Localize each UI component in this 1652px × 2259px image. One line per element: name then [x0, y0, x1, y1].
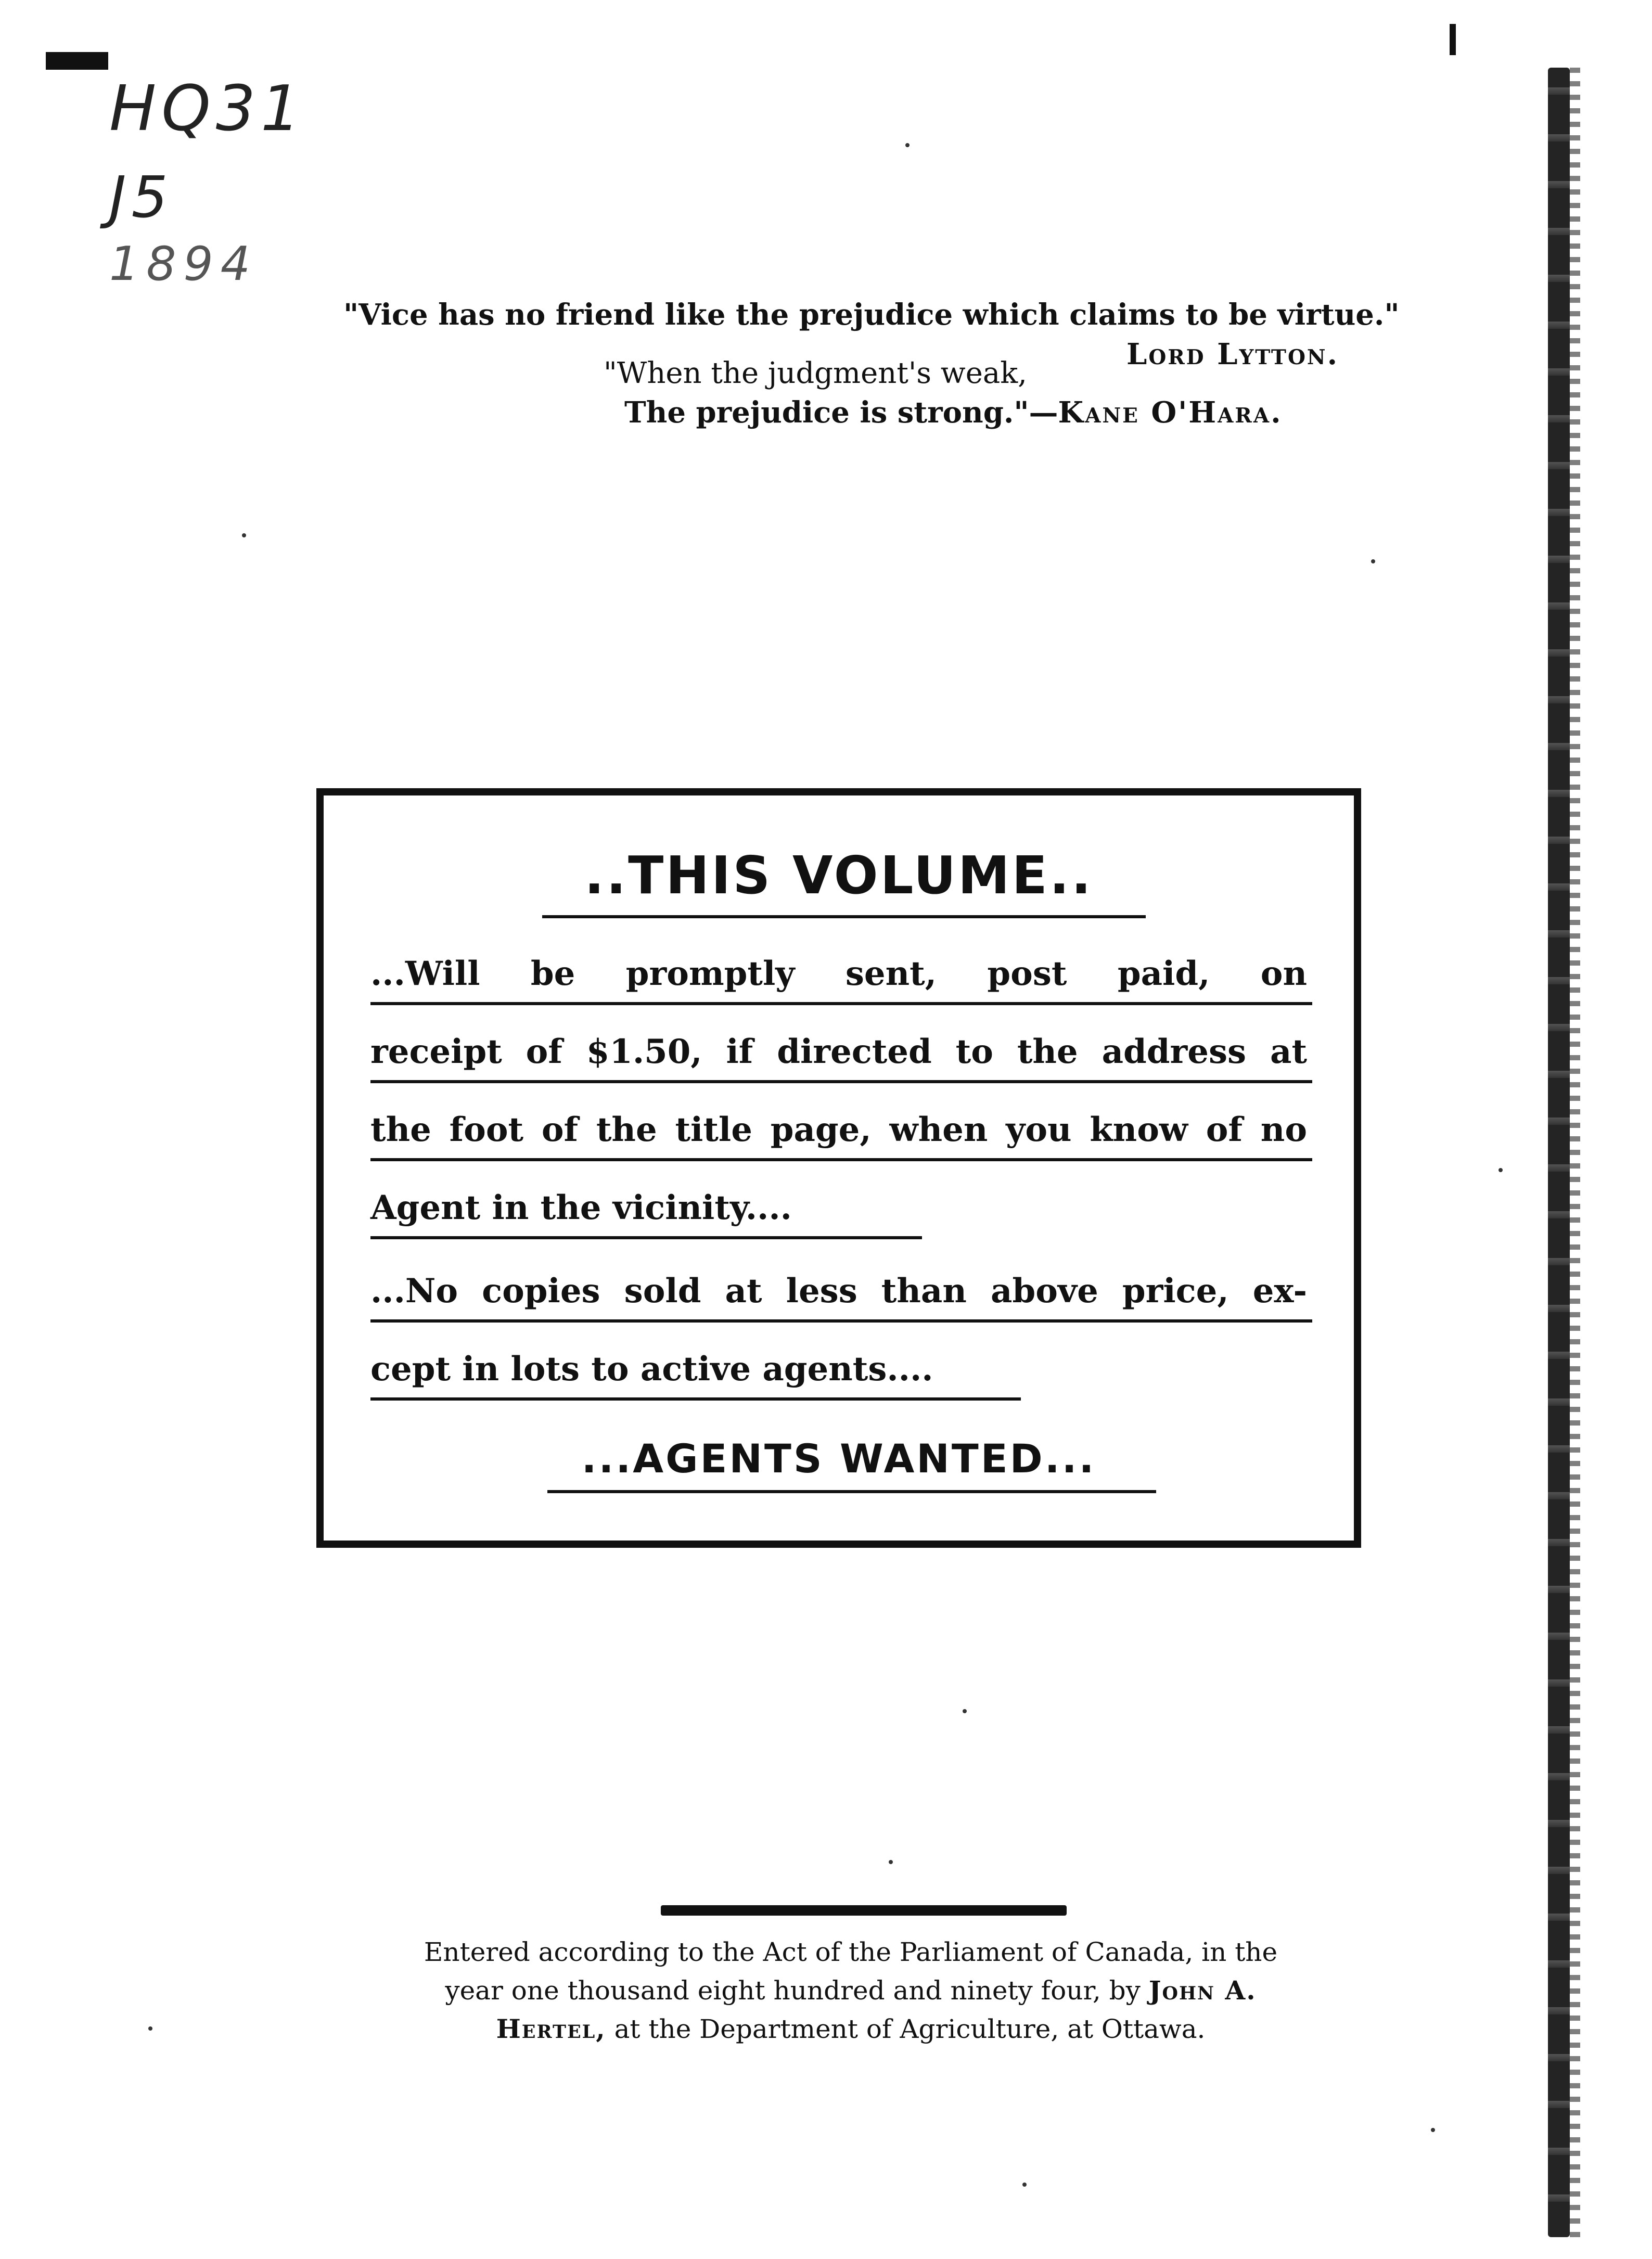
call-number-line-3: 1894 — [109, 237, 258, 291]
scan-speck — [1499, 1168, 1503, 1172]
notice-underline-5 — [370, 1319, 1312, 1323]
epigraph-quote-2-line-1: "When the judgment's weak, — [604, 356, 1027, 390]
scan-binding-edge-fringe — [1570, 68, 1580, 2237]
epigraph-quote-2-line-2 — [624, 395, 1283, 430]
scan-corner-mark — [46, 52, 108, 70]
scan-speck — [1371, 559, 1375, 563]
notice-underline-6 — [370, 1397, 1021, 1401]
notice-underline-4 — [370, 1236, 922, 1239]
scan-speck — [1431, 2128, 1435, 2132]
notice-line-4: Agent in the vicinity.... — [370, 1188, 792, 1227]
copyright-author-first: John A. — [1148, 1975, 1257, 2006]
scan-speck — [148, 2026, 152, 2031]
copyright-notice — [333, 1933, 1368, 2048]
notice-box — [316, 788, 1361, 1548]
scan-speck — [905, 143, 910, 147]
copyright-divider — [661, 1905, 1067, 1916]
notice-title: ..THIS VOLUME.. — [584, 845, 1093, 906]
call-number-line-2: J5 — [109, 164, 173, 230]
copyright-line-3-text: at the Department of Agriculture, at Ottawa. — [606, 2014, 1206, 2044]
scan-speck — [242, 533, 246, 537]
scan-speck — [963, 1709, 967, 1713]
notice-underline-1 — [370, 1002, 1312, 1005]
epigraph-quote-1: "Vice has no friend like the prejudice which claims to be virtue." — [343, 298, 1400, 332]
copyright-line-1: Entered according to the Act of the Parliament of Canada, in the — [424, 1937, 1278, 1967]
epigraph-quote-2-text: The prejudice is strong."— — [624, 395, 1058, 430]
copyright-line-2 — [333, 1971, 1368, 2010]
notice-footer-underline — [547, 1490, 1156, 1493]
notice-title-underline — [542, 915, 1146, 918]
notice-line-1: ...Will be promptly sent, post paid, on — [370, 954, 1307, 993]
copyright-line-3 — [333, 2010, 1368, 2048]
copyright-author-last: Hertel, — [496, 2013, 606, 2044]
notice-line-6: cept in lots to active agents.... — [370, 1350, 933, 1389]
scan-speck — [889, 1860, 893, 1864]
notice-line-2: receipt of $1.50, if directed to the address at — [370, 1032, 1307, 1071]
notice-line-5: ...No copies sold at less than above price, ex- — [370, 1272, 1307, 1311]
notice-underline-2 — [370, 1080, 1312, 1083]
call-number-line-1: HQ31 — [109, 73, 306, 145]
copyright-line-2-text: year one thousand eight hundred and ninety four, by — [445, 1975, 1149, 2006]
epigraph-author-2: Kane O'Hara. — [1058, 395, 1283, 430]
scan-speck — [1022, 2183, 1027, 2187]
scan-binding-edge — [1548, 68, 1570, 2237]
notice-line-3: the foot of the title page, when you know of no — [370, 1110, 1307, 1149]
scan-edge-tick — [1450, 24, 1456, 55]
notice-agents-wanted: ...AGENTS WANTED... — [581, 1435, 1096, 1482]
notice-underline-3 — [370, 1158, 1312, 1161]
epigraph-author-1: Lord Lytton. — [1126, 337, 1339, 371]
